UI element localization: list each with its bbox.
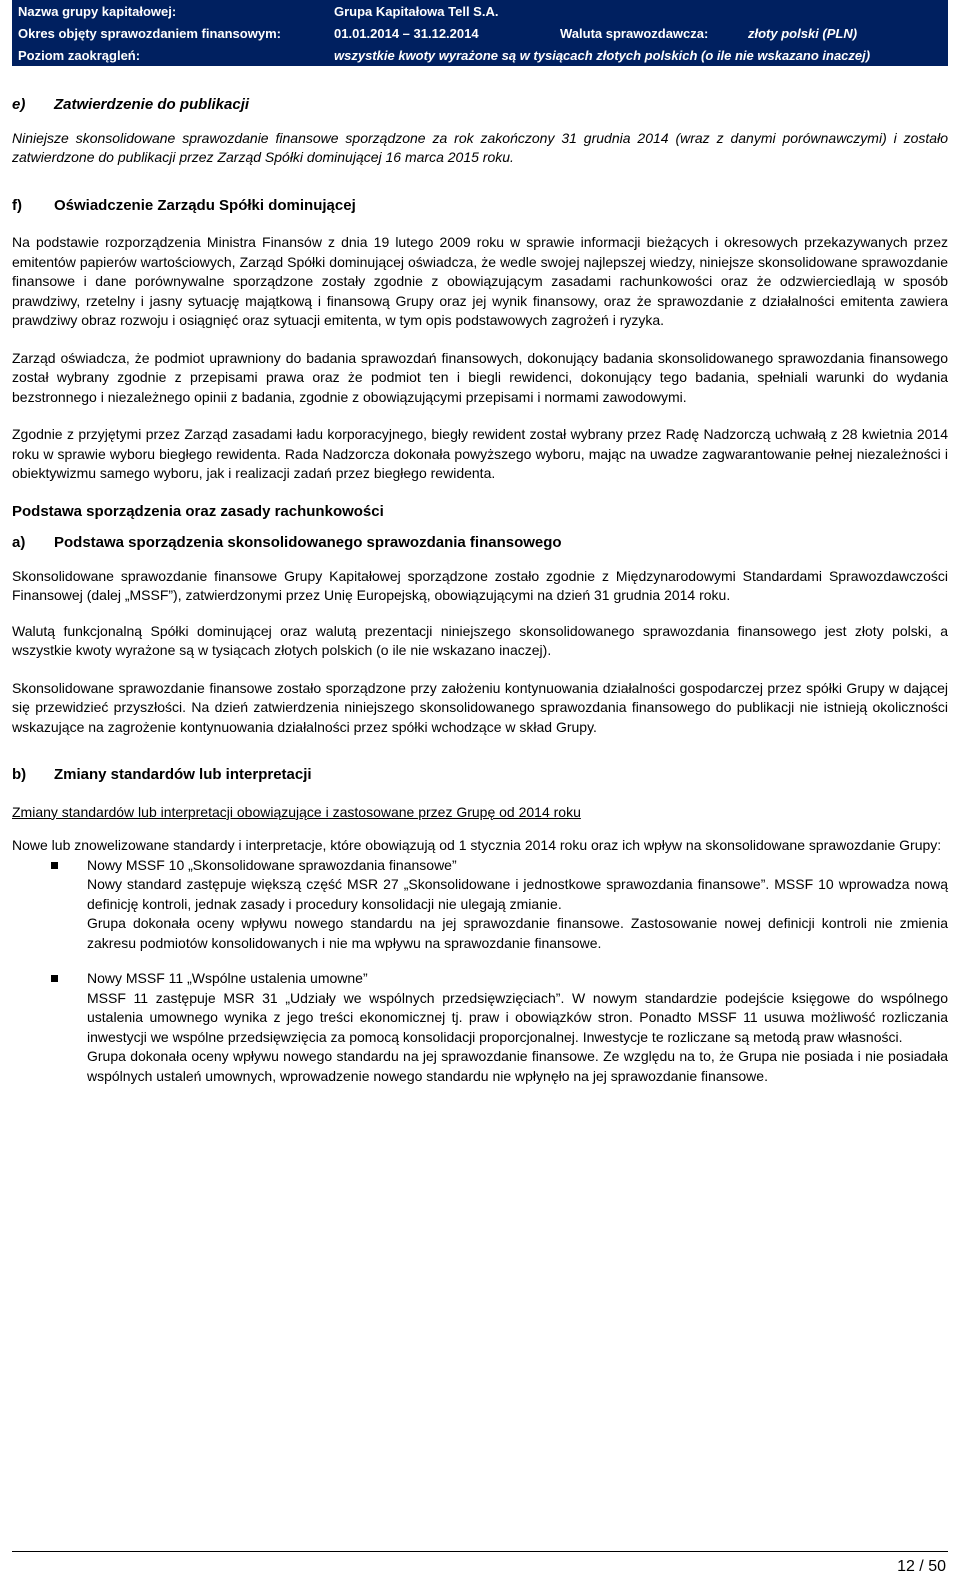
bullet-square-icon (51, 975, 58, 982)
section-f-paragraph-3: Zgodnie z przyjętymi przez Zarząd zasadami ładu korporacyjnego, biegły rewident został wybrany przez Radę Nadzorczą uchwałą z 28 kwietnia 2014 roku w sprawie wyboru biegłego rewidenta. Rada Nadzorcza dokonała powyższego wyboru, mając na uwadze zagwarantowanie pełnej niezależności i obiektywizmu samego wyboru, jak i realizacji zadań przez biegłego rewidenta. (12, 426, 948, 481)
period-label: Okres objęty sprawozdaniem finansowym: (18, 26, 281, 41)
section-b-title: Zmiany standardów lub interpretacji (54, 766, 312, 783)
section-e-label: e) (12, 96, 26, 113)
document-body (12, 95, 948, 1086)
section-b-heading (12, 765, 948, 785)
section-e-title: Zatwierdzenie do publikacji (54, 96, 250, 113)
item-title: Nowy MSSF 10 „Skonsolidowane sprawozdania finansowe” (87, 856, 457, 873)
section-b-label: b) (12, 766, 27, 783)
section-f-title: Oświadczenie Zarządu Spółki dominującej (54, 196, 356, 214)
item-text: Nowy standard zastępuje większą część MSR 27 „Skonsolidowane i jednostkowe sprawozdania finansowe”. MSSF 10 wprowadza nową definicję kontroli, jednak zasady i procedury konsolidacji nie ulegają zmianie. (87, 876, 948, 912)
currency-label: Waluta sprawozdawcza: (560, 26, 709, 41)
bullet-square-icon (51, 862, 58, 869)
basis-a-label: a) (12, 534, 26, 551)
basis-paragraph-1: Skonsolidowane sprawozdanie finansowe Grupy Kapitałowej sporządzone zostało zgodnie z Międzynarodowymi Standardami Sprawozdawczości Finansowej (dalej „MSSF”), zatwierdzonymi przez Unię Europejską, obowiązującymi na dzień 31 grudnia 2014 roku. (12, 567, 948, 603)
basis-heading: Podstawa sporządzenia oraz zasady rachunkowości (12, 502, 384, 520)
rounding-label: Poziom zaokrągleń: (18, 48, 141, 63)
period-value: 01.01.2014 – 31.12.2014 (334, 26, 479, 41)
group-name-value: Grupa Kapitałowa Tell S.A. (334, 4, 499, 19)
header-row-group-name (12, 0, 948, 22)
section-e-paragraph: Niniejsze skonsolidowane sprawozdanie finansowe sporządzone za rok zakończony 31 grudnia 2014 (wraz z danymi porównawczymi) i zostało zatwierdzone do publikacji przez Zarząd Spółki dominującej 16 marca 2015 roku. (12, 129, 948, 165)
standards-list (12, 856, 948, 1087)
basis-paragraph-3: Skonsolidowane sprawozdanie finansowe zostało sporządzone przy założeniu kontynuowania działalności gospodarczej przez spółki Grupy w dającej się przewidzieć przyszłości. Na dzień zatwierdzenia niniejszego skonsolidowanego sprawozdania finansowego do publikacji nie istnieją okoliczności wskazujące na zagrożenie kontynuowania działalności przez spółki wchodzące w skład Grupy. (12, 679, 948, 735)
section-f-heading (12, 196, 948, 216)
section-f-label: f) (12, 196, 22, 214)
list-item (12, 856, 948, 954)
group-name-label: Nazwa grupy kapitałowej: (18, 4, 177, 19)
footer-divider (12, 1551, 948, 1552)
rounding-value: wszystkie kwoty wyrażone są w tysiącach złotych polskich (o ile nie wskazano inaczej) (334, 48, 871, 63)
basis-a-title: Podstawa sporządzenia skonsolidowanego sprawozdania finansowego (54, 534, 562, 551)
item-impact: Grupa dokonała oceny wpływu nowego standardu na jej sprawozdanie finansowe. Ze względu na to, że Grupa nie posiada i nie posiadała wspólnych ustaleń umownych, wprowadzenie nowego standardu nie wpłynęło na jej sprawozdanie finansowe. (87, 1048, 948, 1084)
currency-value: złoty polski (PLN) (748, 26, 858, 41)
header-row-rounding (12, 44, 948, 66)
page-number: 12 / 50 (897, 1558, 946, 1575)
item-impact: Grupa dokonała oceny wpływu nowego standardu na jej sprawozdanie finansowe. Zastosowanie nowej definicji kontroli nie zmienia zakresu podmiotów konsolidowanych i nie ma wpływu na sprawozdanie finansowe. (87, 915, 948, 951)
section-f-paragraph-1: Na podstawie rozporządzenia Ministra Finansów z dnia 19 lutego 2009 roku w sprawie informacji bieżących i okresowych przekazywanych przez emitentów papierów wartościowych, Zarząd Spółki dominującej oświadcza, że wedle swojej najlepszej wiedzy, niniejsze skonsolidowane sprawozdanie finansowe i dane porównywalne sporządzone zostały zgodnie z obowiązującym zasadami rachunkowości oraz że odzwierciedlają w sposób prawdziwy, rzetelny i jasny sytuację majątkową i finansową Grupy oraz jej wynik finansowy, oraz że sprawozdanie z działalności emitenta zawiera prawdziwy obraz rozwoju i osiągnięć oraz sytuacji emitenta, w tym opis podstawowych zagrożeń i ryzyka. (12, 234, 948, 328)
basis-paragraph-2: Walutą funkcjonalną Spółki dominującej oraz walutą prezentacji niniejszego skonsolidowanego sprawozdania finansowego jest złoty polski, a wszystkie kwoty wyrażone są w tysiącach złotych polskich (o ile nie wskazano inaczej). (12, 622, 948, 658)
section-b-subtitle: Zmiany standardów lub interpretacji obowiązujące i zastosowane przez Grupę od 2014 roku (12, 803, 581, 820)
list-item (12, 969, 948, 1086)
header-row-period (12, 22, 948, 44)
item-title: Nowy MSSF 11 „Wspólne ustalenia umowne” (87, 970, 368, 986)
basis-a-heading (12, 533, 948, 553)
section-f-paragraph-2: Zarząd oświadcza, że podmiot uprawniony do badania sprawozdań finansowych, dokonujący badania skonsolidowanego sprawozdania finansowego został wybrany zgodnie z przepisami prawa oraz że podmiot ten i biegli rewidenci, dokonujący tego badania, spełniali warunki do wydania bezstronnego i niezależnego opinii z badania, zgodnie z obowiązującymi przepisami i normami zawodowymi. (12, 349, 948, 405)
document-header (12, 0, 948, 66)
section-b-intro: Nowe lub znowelizowane standardy i interpretacje, które obowiązują od 1 stycznia 2014 roku oraz ich wpływ na skonsolidowane sprawozdanie Grupy: (12, 837, 942, 853)
section-e-heading (12, 95, 948, 115)
item-text: MSSF 11 zastępuje MSR 31 „Udziały we wspólnych przedsięwzięciach”. W nowym standardzie podejście księgowe do wspólnego ustalenia umownego wynika z jego treści ekonomicznej tj. praw i obowiązków stron. Ponadto MSSF 11 usuwa możliwość rozliczania inwestycji we wspólne przedsięwzięcia za pomocą konsolidacji proporcjonalnej. Inwestycje te rozliczane są metodą praw własności. (87, 989, 948, 1045)
